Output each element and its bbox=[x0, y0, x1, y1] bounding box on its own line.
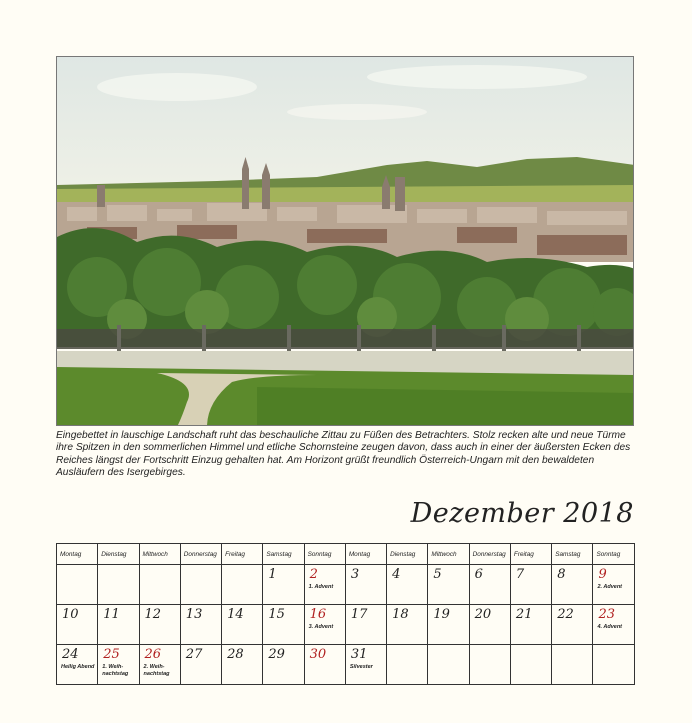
day-number: 16 bbox=[309, 607, 327, 622]
weekday-header: Donnerstag bbox=[180, 544, 221, 565]
calendar-day-cell bbox=[222, 565, 263, 605]
calendar-grid bbox=[56, 543, 635, 685]
weekday-header: Montag bbox=[57, 544, 98, 565]
calendar-day-cell bbox=[304, 605, 345, 645]
holiday-note: Heilig Abend bbox=[61, 664, 95, 670]
calendar-day-cell bbox=[180, 605, 221, 645]
calendar-day-cell bbox=[469, 645, 510, 685]
weekday-header: Donnerstag bbox=[469, 544, 510, 565]
day-number: 3 bbox=[350, 567, 360, 582]
weekday-header: Dienstag bbox=[387, 544, 428, 565]
day-number: 11 bbox=[103, 607, 120, 622]
weekday-header: Mittwoch bbox=[428, 544, 469, 565]
weekday-header: Samstag bbox=[263, 544, 304, 565]
day-number: 2 bbox=[309, 567, 318, 582]
calendar-day-cell bbox=[593, 645, 634, 685]
day-number: 1 bbox=[268, 567, 277, 582]
day-number: 12 bbox=[144, 607, 162, 622]
calendar-day-cell bbox=[345, 605, 386, 645]
calendar-week-row bbox=[57, 645, 635, 685]
weekday-header: Samstag bbox=[552, 544, 593, 565]
holiday-note: Silvester bbox=[349, 664, 373, 670]
day-number: 19 bbox=[433, 607, 450, 622]
calendar-day-cell bbox=[552, 645, 593, 685]
photo-caption: Eingebettet in lauschige Landschaft ruht das beschauliche Zittau zu Füßen des Betrachters. Stolz recken alte und neue Türme ihre Spitzen in den sommerlichen Himmel und etliche Schornsteine zeugen davon, dass auch in einer der äußersten Ecken des Reiches längst der Fortschritt Einzug gehalten hat. Am Horizont grüßt freundlich Österreich-Ungarn mit den bewaldeten Ausläufern des Isergebirges. bbox=[56, 430, 631, 479]
calendar-day-cell bbox=[180, 565, 221, 605]
weekday-header: Sonntag bbox=[593, 544, 634, 565]
calendar-day-cell bbox=[552, 605, 593, 645]
weekday-header: Freitag bbox=[222, 544, 263, 565]
calendar-day-cell bbox=[98, 605, 139, 645]
calendar-day-cell bbox=[428, 645, 469, 685]
calendar-day-cell bbox=[304, 645, 345, 685]
holiday-note: 3. Advent bbox=[308, 624, 334, 630]
day-number: 13 bbox=[185, 607, 203, 622]
day-number: 25 bbox=[103, 647, 120, 662]
day-number: 28 bbox=[227, 647, 244, 662]
calendar-day-cell bbox=[469, 565, 510, 605]
weekday-header: Dienstag bbox=[98, 544, 139, 565]
day-number: 23 bbox=[598, 607, 615, 622]
weekday-header: Montag bbox=[345, 544, 386, 565]
calendar-day-cell bbox=[222, 605, 263, 645]
day-number: 20 bbox=[474, 607, 492, 622]
calendar-day-cell bbox=[139, 605, 180, 645]
weekday-header: Sonntag bbox=[304, 544, 345, 565]
day-number: 4 bbox=[392, 567, 401, 582]
calendar-day-cell bbox=[57, 565, 98, 605]
calendar-day-cell bbox=[98, 645, 139, 685]
weekday-header-row bbox=[57, 544, 635, 565]
day-number: 14 bbox=[227, 607, 244, 622]
calendar-day-cell bbox=[139, 565, 180, 605]
calendar-day-cell bbox=[139, 645, 180, 685]
holiday-note: 4. Advent bbox=[597, 624, 623, 630]
day-number: 8 bbox=[557, 567, 566, 582]
day-number: 21 bbox=[515, 607, 533, 622]
day-number: 29 bbox=[268, 647, 285, 662]
holiday-note: 2. Weih-nachtstag bbox=[143, 664, 170, 677]
holiday-note: 2. Advent bbox=[597, 584, 623, 590]
calendar-week-row bbox=[57, 605, 635, 645]
calendar-day-cell bbox=[593, 605, 634, 645]
day-number: 7 bbox=[515, 567, 525, 582]
day-number: 5 bbox=[433, 567, 442, 582]
calendar-photo-zittau bbox=[56, 56, 634, 426]
calendar-day-cell bbox=[345, 645, 386, 685]
day-number: 27 bbox=[185, 647, 203, 662]
calendar-day-cell bbox=[222, 645, 263, 685]
day-number: 6 bbox=[474, 567, 483, 582]
calendar-day-cell bbox=[593, 565, 634, 605]
calendar-day-cell bbox=[263, 565, 304, 605]
calendar-day-cell bbox=[57, 645, 98, 685]
day-number: 17 bbox=[350, 607, 368, 622]
calendar-day-cell bbox=[428, 605, 469, 645]
calendar-day-cell bbox=[57, 605, 98, 645]
holiday-note: 1. Weih-nachtstag bbox=[102, 664, 129, 677]
calendar-day-cell bbox=[263, 645, 304, 685]
day-number: 26 bbox=[144, 647, 162, 662]
day-number: 22 bbox=[557, 607, 574, 622]
weekday-header: Mittwoch bbox=[139, 544, 180, 565]
calendar-day-cell bbox=[263, 605, 304, 645]
holiday-note: 1. Advent bbox=[308, 584, 334, 590]
calendar-day-cell bbox=[345, 565, 386, 605]
day-number: 9 bbox=[598, 567, 607, 582]
calendar-week-row bbox=[57, 565, 635, 605]
month-title: Dezember 2018 bbox=[410, 498, 634, 529]
calendar-day-cell bbox=[387, 645, 428, 685]
day-number: 15 bbox=[268, 607, 285, 622]
calendar-day-cell bbox=[180, 645, 221, 685]
calendar-day-cell bbox=[428, 565, 469, 605]
calendar-day-cell bbox=[510, 565, 551, 605]
weekday-header: Freitag bbox=[510, 544, 551, 565]
day-number: 18 bbox=[392, 607, 409, 622]
calendar-day-cell bbox=[510, 645, 551, 685]
calendar-day-cell bbox=[387, 605, 428, 645]
day-number: 10 bbox=[62, 607, 79, 622]
day-number: 31 bbox=[350, 647, 368, 662]
day-number: 24 bbox=[62, 647, 79, 662]
calendar-day-cell bbox=[510, 605, 551, 645]
day-number: 30 bbox=[309, 647, 327, 662]
calendar-day-cell bbox=[304, 565, 345, 605]
calendar-day-cell bbox=[469, 605, 510, 645]
calendar-day-cell bbox=[98, 565, 139, 605]
calendar-day-cell bbox=[552, 565, 593, 605]
calendar-day-cell bbox=[387, 565, 428, 605]
